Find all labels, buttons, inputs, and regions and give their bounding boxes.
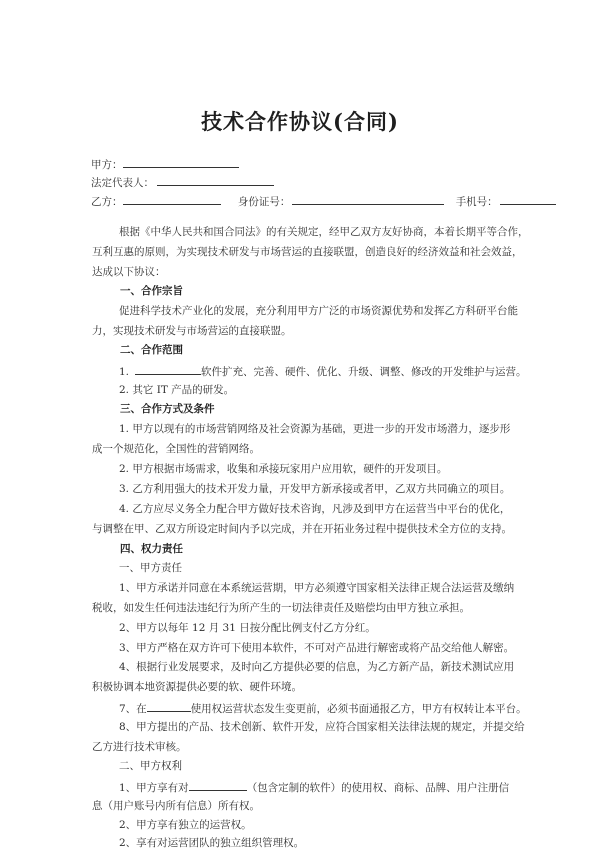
section-heading: 二、合作范围 — [120, 344, 183, 356]
scope-blank — [135, 363, 201, 375]
right-1-line — [119, 779, 509, 795]
paragraph-line: 1、甲方承诺并同意在本系统运营期，甲方必须遵守国家相关法律正规合法运营及缴纳 — [119, 582, 515, 594]
paragraph-line: 成一个规范化，全国性的营销网络。 — [92, 443, 260, 455]
paragraph-line: 3、甲方严格在双方许可下使用本软件，不可对产品进行解密或将产品交给他人解密。 — [119, 642, 515, 654]
party-b-row — [91, 193, 556, 209]
legal-rep-label: 法定代表人： — [91, 177, 154, 189]
paragraph-line: 力，实现技术研发与市场营运的直接联盟。 — [92, 325, 292, 337]
paragraph-line: 4、根据行业发展要求，及时向乙方提供必要的信息，为乙方新产品，新技术测试应用 — [119, 661, 515, 673]
paragraph-line: 促进科学技术产业化的发展，充分利用甲方广泛的市场资源优势和发挥乙方科研平台能 — [119, 305, 518, 317]
document-title: 技术合作协议(合同) — [201, 109, 399, 134]
subsection-heading: 二、甲方权利 — [119, 760, 182, 772]
section-heading: 三、合作方式及条件 — [120, 403, 215, 415]
section-heading: 一、合作宗旨 — [120, 285, 183, 297]
paragraph-line: 2、享有对运营团队的独立组织管理权。 — [119, 837, 305, 849]
item-7-blank — [147, 700, 191, 712]
section-heading: 四、权力责任 — [120, 543, 183, 555]
id-blank — [292, 193, 444, 205]
phone-blank — [500, 193, 556, 205]
id-label: 身份证号： — [237, 196, 291, 208]
party-b-label: 乙方： — [91, 196, 123, 208]
paragraph-line: 4. 乙方应尽义务全力配合甲方做好技术咨询，凡涉及到甲方在运营当中平台的优化， — [119, 503, 511, 515]
item-7-line — [119, 700, 527, 716]
paragraph-line: 积极协调本地资源提供必要的软、硬件环境。 — [92, 681, 302, 693]
paragraph-line: 息（用户账号内所有信息）所有权。 — [92, 800, 260, 812]
item-number: 7、在 — [119, 703, 147, 715]
legal-rep-row — [91, 174, 274, 190]
item-text: 软件扩充、完善、硬件、优化、升级、调整、修改的开发维护与运营。 — [201, 366, 527, 378]
party-a-row — [91, 156, 239, 172]
party-a-blank — [123, 156, 239, 168]
paragraph-line: 3. 乙方利用强大的技术开发力量，开发甲方新承接或者甲，乙双方共同确立的项目。 — [119, 483, 511, 495]
paragraph-line: 乙方进行技术审核。 — [92, 741, 187, 753]
paragraph-line: 1. 甲方以现有的市场营销网络及社会资源为基础，更进一步的开发市场潜力，逐步形 — [119, 423, 511, 435]
scope-item-1 — [119, 363, 527, 379]
paragraph-line: 2、甲方享有独立的运营权。 — [119, 819, 252, 831]
right-1-blank — [189, 779, 247, 791]
subsection-heading: 一、甲方责任 — [119, 562, 182, 574]
party-b-blank — [123, 193, 221, 205]
intro-line: 达成以下协议： — [92, 266, 166, 278]
legal-rep-blank — [157, 174, 274, 186]
item-text: 使用权运营状态发生变更前，必须书面通报乙方，甲方有权转让本平台。 — [190, 703, 527, 715]
paragraph-line: 与调整在甲、乙双方所设定时间内予以完成，并在开拓业务过程中提供技术全方位的支持。 — [92, 523, 512, 535]
intro-line: 互利互惠的原则，为实现技术研发与市场营运的直接联盟，创造良好的经济效益和社会效益， — [92, 246, 523, 258]
item-number: 1、甲方享有对 — [119, 782, 189, 794]
scope-item-2: 2. 其它 IT 产品的研发。 — [119, 384, 235, 396]
paragraph-line: 8、甲方提出的产品、技术创新、软件开发，应符合国家相关法律法规的规定，并提交给 — [119, 721, 525, 733]
intro-line: 根据《中华人民共和国合同法》的有关规定，经甲乙双方友好协商，本着长期平等合作， — [119, 226, 529, 238]
paragraph-line: 税收，如发生任何违法违纪行为所产生的一切法律责任及赔偿均由甲方独立承担。 — [92, 602, 470, 614]
party-a-label: 甲方： — [91, 159, 123, 171]
paragraph-line: 2、甲方以每年 12 月 31 日按分配比例支付乙方分红。 — [119, 622, 376, 634]
phone-label: 手机号： — [455, 196, 498, 208]
item-text: （包含定制的软件）的使用权、商标、品牌、用户注册信 — [246, 782, 510, 794]
item-number: 1. — [119, 366, 130, 378]
paragraph-line: 2. 甲方根据市场需求，收集和承接玩家用户应用软，硬件的开发项目。 — [119, 463, 448, 475]
